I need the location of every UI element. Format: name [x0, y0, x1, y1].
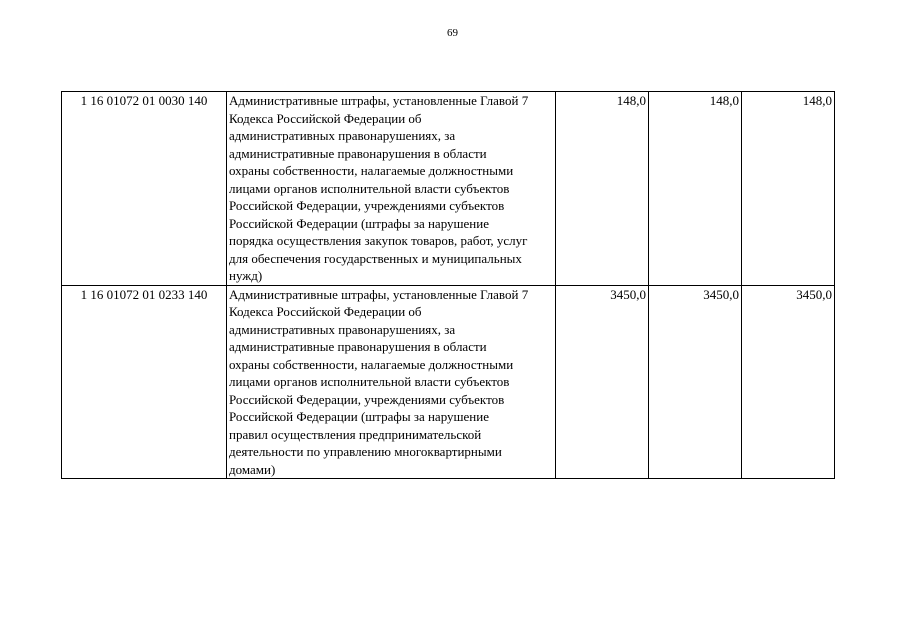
value-cell-2: 148,0 [649, 92, 742, 286]
description-line: Российской Федерации (штрафы за нарушение [229, 215, 489, 231]
page-number: 69 [447, 27, 458, 39]
table-row [62, 285, 835, 479]
description-line: административных правонарушениях, за [229, 321, 456, 337]
description-line: Российской Федерации (штрафы за нарушение [229, 409, 489, 424]
description-line: административные правонарушения в области [229, 339, 487, 354]
description-line: охраны собственности, налагаемые должностными [229, 356, 514, 372]
budget-code-cell: 1 16 01072 01 0233 140 [62, 285, 227, 479]
description-line: Административные штрафы, установленные Главой 7 [229, 93, 529, 108]
value-cell-2: 3450,0 [649, 285, 742, 479]
description-line: административные правонарушения в области [229, 145, 487, 161]
description-line: административных правонарушениях, за [229, 128, 456, 143]
value-cell-3: 3450,0 [742, 285, 835, 479]
description-line: порядка осуществления закупок товаров, работ, услуг [229, 233, 528, 248]
description-cell [227, 92, 556, 286]
budget-code-cell: 1 16 01072 01 0030 140 [62, 92, 227, 286]
value-cell-1: 148,0 [556, 92, 649, 286]
description-line: домами) [229, 461, 276, 477]
value-cell-1: 3450,0 [556, 285, 649, 479]
description-line: охраны собственности, налагаемые должностными [229, 163, 514, 178]
description-line: лицами органов исполнительной власти субъектов [229, 374, 510, 389]
description-line: деятельности по управлению многоквартирными [229, 444, 502, 459]
description-line: Административные штрафы, установленные Главой 7 [229, 286, 529, 302]
description-line: лицами органов исполнительной власти субъектов [229, 180, 510, 196]
description-line: Российской Федерации, учреждениями субъектов [229, 391, 505, 407]
description-line: Кодекса Российской Федерации об [229, 110, 422, 126]
table-row [62, 92, 835, 286]
value-cell-3: 148,0 [742, 92, 835, 286]
description-cell [227, 285, 556, 479]
description-line: нужд) [229, 268, 263, 283]
description-line: для обеспечения государственных и муниципальных [229, 250, 522, 266]
budget-table [61, 91, 835, 479]
description-line: правил осуществления предпринимательской [229, 426, 482, 442]
description-line: Кодекса Российской Федерации об [229, 304, 422, 319]
description-line: Российской Федерации, учреждениями субъектов [229, 198, 505, 213]
